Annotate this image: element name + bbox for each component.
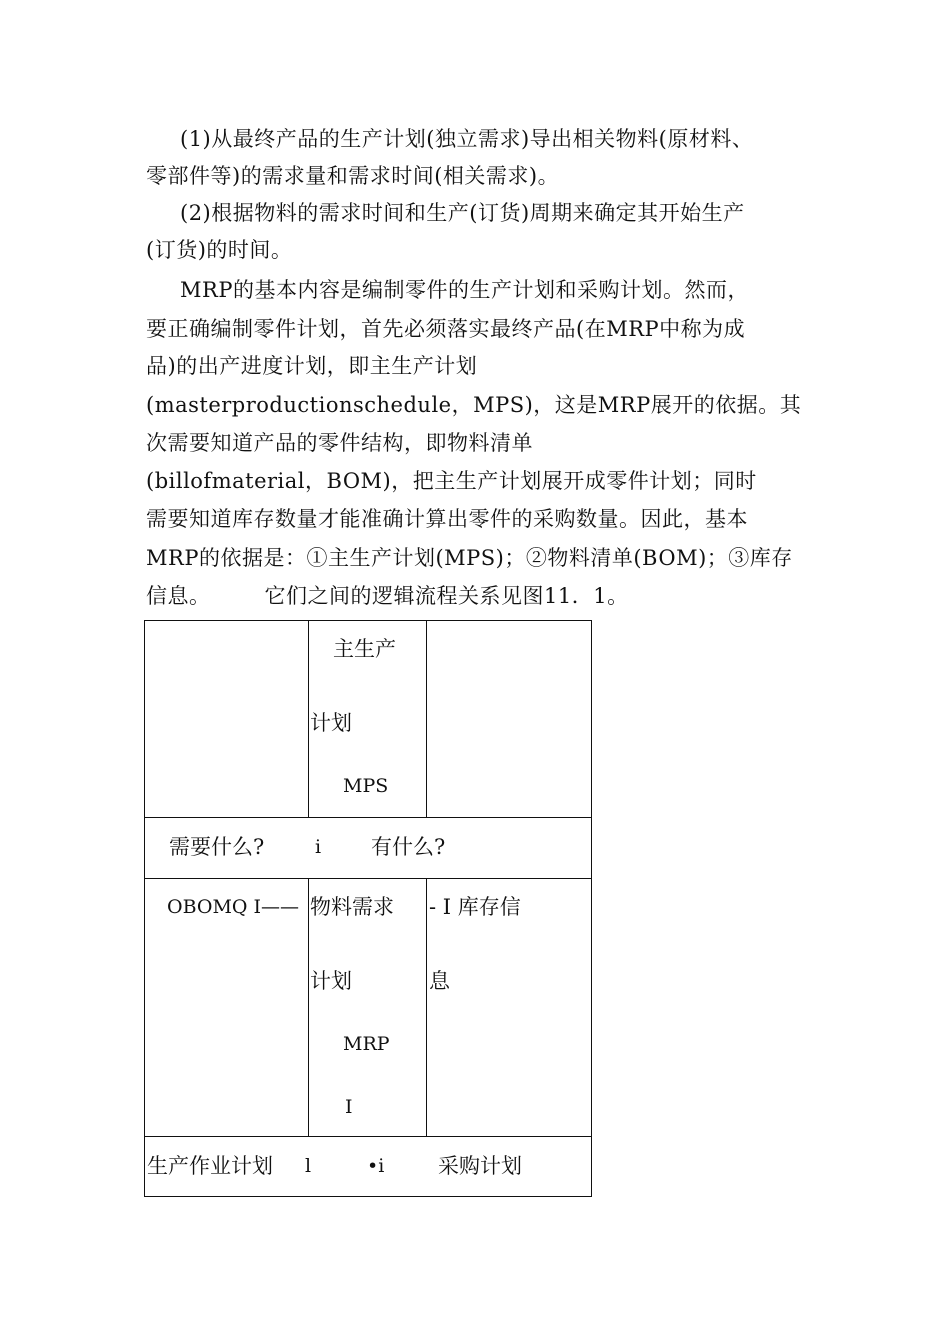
paragraph-line: 信息。 它们之间的逻辑流程关系见图11．1。: [146, 584, 629, 608]
mrp-flow-diagram: [144, 620, 592, 1197]
paragraph-line: MRP的依据是：①主生产计划(MPS)；②物料清单(BOM)；③库存: [146, 546, 793, 570]
mrp-label: 计划: [310, 969, 352, 993]
inventory-label: - I 库存信: [429, 895, 521, 919]
paragraph-line: 次需要知道产品的零件结构，即物料清单: [146, 431, 533, 455]
mrp-label: 物料需求: [310, 895, 394, 919]
column-divider: [308, 621, 309, 817]
row-divider: [145, 1136, 591, 1137]
paragraph-line: MRP的基本内容是编制零件的生产计划和采购计划。然而，: [180, 278, 749, 302]
purchase-plan-label: 采购计划: [438, 1154, 522, 1178]
bom-label: OBOMQ I——: [167, 896, 300, 918]
production-plan-label: 生产作业计划: [147, 1154, 273, 1178]
paragraph-line: 品)的出产进度计划，即主生产计划: [146, 354, 478, 378]
column-divider: [426, 621, 427, 817]
column-divider: [426, 878, 427, 1136]
paragraph-line: (2)根据物料的需求时间和生产(订货)周期来确定其开始生产: [180, 201, 745, 225]
row-divider: [145, 817, 591, 818]
paragraph-line: (1)从最终产品的生产计划(独立需求)导出相关物料(原材料、: [180, 127, 754, 151]
mrp-abbr: MRP: [343, 1033, 390, 1055]
paragraph-line: (masterproductionschedule，MPS)，这是MRP展开的依据。其: [146, 393, 802, 417]
arrow-mark: i: [315, 836, 322, 858]
paragraph-line: 需要知道库存数量才能准确计算出零件的采购数量。因此，基本: [146, 507, 748, 531]
paragraph-line: (订货)的时间。: [146, 238, 293, 262]
question-have: 有什么?: [371, 835, 446, 859]
paragraph-line: (billofmaterial，BOM)，把主生产计划展开成零件计划；同时: [146, 469, 757, 493]
row-divider: [145, 878, 591, 879]
paragraph-line: 零部件等)的需求量和需求时间(相关需求)。: [146, 164, 560, 188]
column-divider: [308, 878, 309, 1136]
arrow-mark: I: [345, 1096, 353, 1118]
mps-label: 计划: [310, 711, 352, 735]
paragraph-line: 要正确编制零件计划，首先必须落实最终产品(在MRP中称为成: [146, 317, 746, 341]
mps-abbr: MPS: [343, 775, 389, 797]
mps-label: 主生产: [333, 637, 396, 661]
arrow-mark: l: [305, 1155, 312, 1177]
question-need: 需要什么?: [169, 835, 265, 859]
inventory-label: 息: [429, 969, 450, 993]
arrow-mark: •i: [367, 1155, 385, 1177]
